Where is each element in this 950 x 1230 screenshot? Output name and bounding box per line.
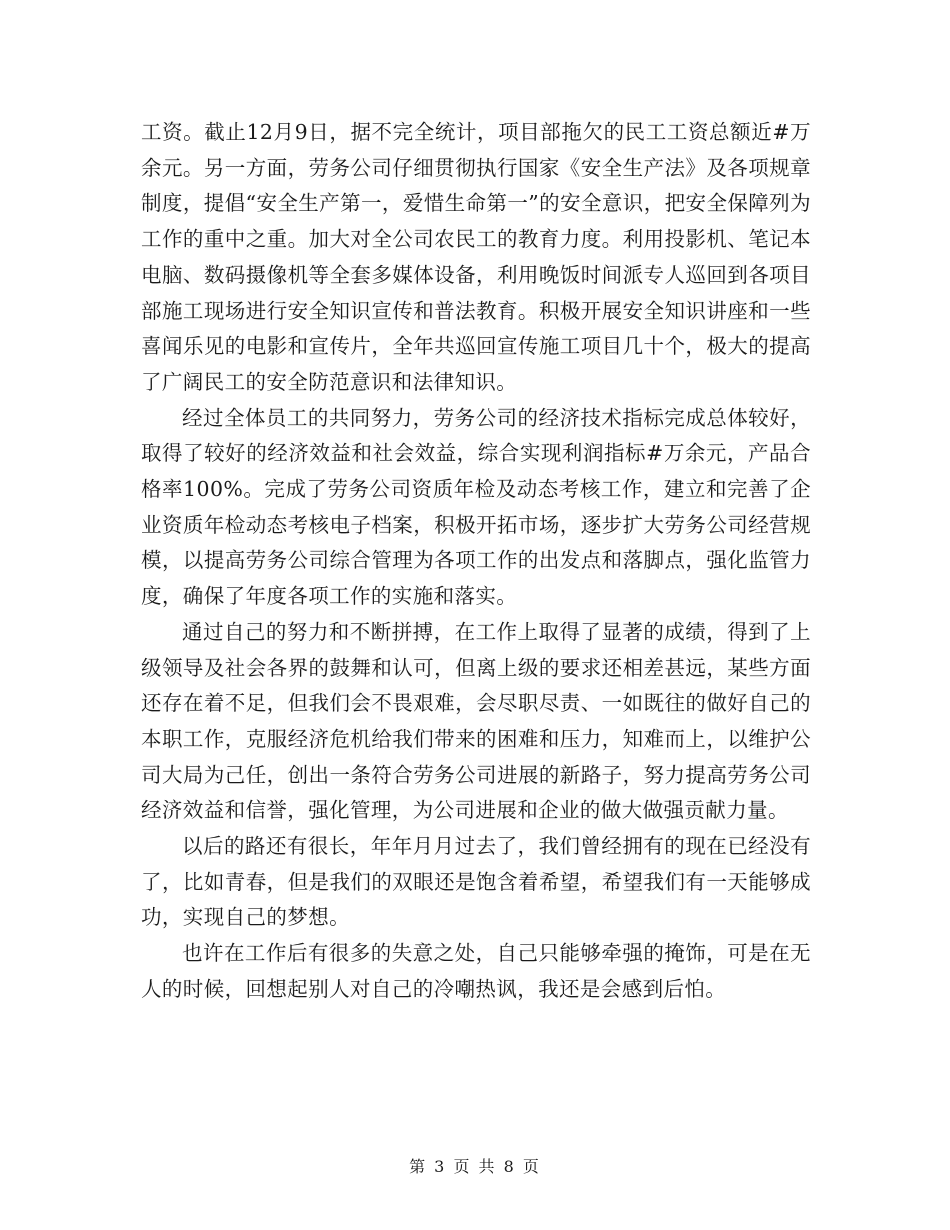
- paragraph-4: 以后的路还有很长，年年月月过去了，我们曾经拥有的现在已经没有了，比如青春，但是我们的双眼还是饱含着希望，希望我们有一天能够成功，实现自己的梦想。: [141, 834, 811, 930]
- document-body: [141, 115, 811, 1008]
- page-number-footer: 第 3 页 共 8 页: [409, 1157, 541, 1176]
- paragraph-3: 通过自己的努力和不断拼搏，在工作上取得了显著的成绩，得到了上级领导及社会各界的鼓舞和认可，但离上级的要求还相差甚远，某些方面还存在着不足，但我们会不畏艰难，会尽职尽责、一如既往的做好自己的本职工作，克服经济危机给我们带来的困难和压力，知难而上，以维护公司大局为己任，创出一条符合劳务公司进展的新路子，努力提高劳务公司经济效益和信誉，强化管理，为公司进展和企业的做大做强贡献力量。: [141, 619, 811, 823]
- paragraph-5: 也许在工作后有很多的失意之处，自己只能够牵强的掩饰，可是在无人的时候，回想起别人对自己的冷嘲热讽，我还是会感到后怕。: [141, 941, 811, 1001]
- paragraph-1: 工资。截止12月9日，据不完全统计，项目部拖欠的民工工资总额近#万余元。另一方面，劳务公司仔细贯彻执行国家《安全生产法》及各项规章制度，提倡“安全生产第一，爱惜生命第一”的安全意识，把安全保障列为工作的重中之重。加大对全公司农民工的教育力度。利用投影机、笔记本电脑、数码摄像机等全套多媒体设备，利用晚饭时间派专人巡回到各项目部施工现场进行安全知识宣传和普法教育。积极开展安全知识讲座和一些喜闻乐见的电影和宣传片，全年共巡回宣传施工项目几十个，极大的提高了广阔民工的安全防范意识和法律知识。: [141, 120, 811, 394]
- paragraph-2: 经过全体员工的共同努力，劳务公司的经济技术指标完成总体较好，取得了较好的经济效益和社会效益，综合实现利润指标#万余元，产品合格率100%。完成了劳务公司资质年检及动态考核工作，建立和完善了企业资质年检动态考核电子档案，积极开拓市场，逐步扩大劳务公司经营规模，以提高劳务公司综合管理为各项工作的出发点和落脚点，强化监管力度，确保了年度各项工作的实施和落实。: [141, 405, 811, 609]
